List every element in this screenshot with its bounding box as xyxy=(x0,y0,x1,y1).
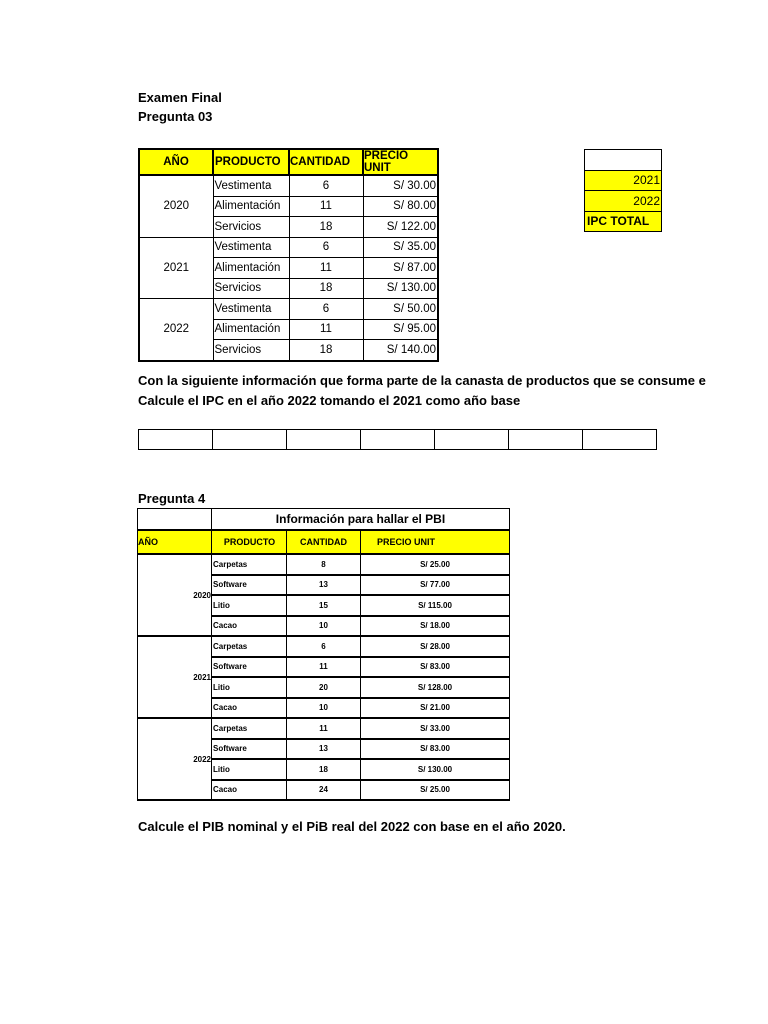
q3-qty-cell: 18 xyxy=(289,340,363,361)
q4-price-cell: S/ 33.00 xyxy=(361,718,510,739)
table-row xyxy=(139,299,438,320)
table-row xyxy=(138,718,510,739)
q3-answer-row xyxy=(138,429,657,450)
answer-cell xyxy=(139,430,213,450)
exam-title: Examen Final xyxy=(138,90,222,105)
ipc-box xyxy=(584,149,662,232)
q4-product-cell: Litio xyxy=(212,759,287,780)
q3-product-cell: Servicios xyxy=(213,340,289,361)
q4-qty-cell: 10 xyxy=(287,616,361,637)
q3-product-cell: Alimentación xyxy=(213,196,289,217)
table-row xyxy=(138,554,510,575)
answer-cell xyxy=(435,430,509,450)
q3-product-cell: Vestimenta xyxy=(213,237,289,258)
q4-product-cell: Carpetas xyxy=(212,718,287,739)
q3-price-cell: S/ 50.00 xyxy=(363,299,438,320)
q3-header-quantity: CANTIDAD xyxy=(289,149,363,175)
q4-qty-cell: 10 xyxy=(287,698,361,719)
q4-product-cell: Cacao xyxy=(212,616,287,637)
q3-product-cell: Alimentación xyxy=(213,319,289,340)
q4-year-cell: 2020 xyxy=(138,554,212,636)
table-row xyxy=(138,636,510,657)
q4-qty-cell: 20 xyxy=(287,677,361,698)
ipc-total-label: IPC TOTAL xyxy=(585,211,662,232)
q4-table-title: Información para hallar el PBI xyxy=(212,509,510,531)
q4-price-cell: S/ 28.00 xyxy=(361,636,510,657)
q3-year-cell: 2020 xyxy=(139,175,213,237)
q3-qty-cell: 18 xyxy=(289,217,363,238)
q4-price-cell: S/ 128.00 xyxy=(361,677,510,698)
table-row xyxy=(139,175,438,196)
q4-price-cell: S/ 130.00 xyxy=(361,759,510,780)
q4-table xyxy=(137,508,510,801)
q3-product-cell: Vestimenta xyxy=(213,299,289,320)
q4-qty-cell: 15 xyxy=(287,595,361,616)
ipc-year-2021: 2021 xyxy=(585,170,662,191)
q4-product-cell: Carpetas xyxy=(212,554,287,575)
q4-header-price: PRECIO UNIT xyxy=(361,530,510,554)
q4-header-year: AÑO xyxy=(138,530,212,554)
q3-product-cell: Servicios xyxy=(213,217,289,238)
q4-paragraph: Calcule el PIB nominal y el PiB real del 2022 con base en el año 2020. xyxy=(138,819,566,834)
q4-qty-cell: 6 xyxy=(287,636,361,657)
q3-header-row xyxy=(139,149,438,175)
q4-product-cell: Software xyxy=(212,657,287,678)
q4-qty-cell: 13 xyxy=(287,739,361,760)
q3-header-product: PRODUCTO xyxy=(213,149,289,175)
q4-product-cell: Cacao xyxy=(212,698,287,719)
q4-header-row xyxy=(138,530,510,554)
q3-price-cell: S/ 35.00 xyxy=(363,237,438,258)
q3-price-cell: S/ 95.00 xyxy=(363,319,438,340)
q3-qty-cell: 11 xyxy=(289,319,363,340)
q4-title-row xyxy=(138,509,510,531)
q3-table xyxy=(138,148,439,362)
q4-year-cell: 2021 xyxy=(138,636,212,718)
q3-price-cell: S/ 130.00 xyxy=(363,278,438,299)
q3-price-cell: S/ 140.00 xyxy=(363,340,438,361)
q3-year-cell: 2021 xyxy=(139,237,213,299)
q4-product-cell: Cacao xyxy=(212,780,287,801)
q4-product-cell: Software xyxy=(212,739,287,760)
q4-header-quantity: CANTIDAD xyxy=(287,530,361,554)
q4-price-cell: S/ 25.00 xyxy=(361,554,510,575)
q3-qty-cell: 6 xyxy=(289,299,363,320)
q3-product-cell: Vestimenta xyxy=(213,175,289,196)
q3-paragraph-2: Calcule el IPC en el año 2022 tomando el 2021 como año base xyxy=(138,393,521,408)
q4-qty-cell: 8 xyxy=(287,554,361,575)
q4-price-cell: S/ 83.00 xyxy=(361,739,510,760)
answer-cell xyxy=(509,430,583,450)
q3-qty-cell: 6 xyxy=(289,237,363,258)
q3-qty-cell: 11 xyxy=(289,258,363,279)
q4-price-cell: S/ 18.00 xyxy=(361,616,510,637)
ipc-blank-cell xyxy=(585,150,662,171)
q3-price-cell: S/ 30.00 xyxy=(363,175,438,196)
q4-product-cell: Litio xyxy=(212,595,287,616)
q3-product-cell: Servicios xyxy=(213,278,289,299)
ipc-year-2022: 2022 xyxy=(585,191,662,212)
q4-product-cell: Litio xyxy=(212,677,287,698)
q3-product-cell: Alimentación xyxy=(213,258,289,279)
q4-qty-cell: 11 xyxy=(287,718,361,739)
q4-price-cell: S/ 115.00 xyxy=(361,595,510,616)
q4-year-cell: 2022 xyxy=(138,718,212,800)
answer-cell xyxy=(213,430,287,450)
answer-cell xyxy=(583,430,657,450)
q4-qty-cell: 11 xyxy=(287,657,361,678)
q3-price-cell: S/ 80.00 xyxy=(363,196,438,217)
q4-qty-cell: 24 xyxy=(287,780,361,801)
q3-header-price: PRECIO UNIT xyxy=(363,149,438,175)
q4-qty-cell: 13 xyxy=(287,575,361,596)
question-3-heading: Pregunta 03 xyxy=(138,109,213,124)
q3-price-cell: S/ 122.00 xyxy=(363,217,438,238)
answer-cell xyxy=(361,430,435,450)
answer-cell xyxy=(287,430,361,450)
q4-title-blank xyxy=(138,509,212,531)
q3-paragraph-1: Con la siguiente información que forma parte de la canasta de productos que se consume e xyxy=(138,373,706,388)
q3-price-cell: S/ 87.00 xyxy=(363,258,438,279)
q4-price-cell: S/ 83.00 xyxy=(361,657,510,678)
q4-price-cell: S/ 25.00 xyxy=(361,780,510,801)
table-row xyxy=(139,237,438,258)
q4-qty-cell: 18 xyxy=(287,759,361,780)
q3-qty-cell: 18 xyxy=(289,278,363,299)
q4-price-cell: S/ 77.00 xyxy=(361,575,510,596)
q3-qty-cell: 11 xyxy=(289,196,363,217)
q4-product-cell: Software xyxy=(212,575,287,596)
q3-header-year: AÑO xyxy=(139,149,213,175)
q3-qty-cell: 6 xyxy=(289,175,363,196)
q4-product-cell: Carpetas xyxy=(212,636,287,657)
q4-header-product: PRODUCTO xyxy=(212,530,287,554)
q3-year-cell: 2022 xyxy=(139,299,213,361)
question-4-heading: Pregunta 4 xyxy=(138,491,206,506)
q4-price-cell: S/ 21.00 xyxy=(361,698,510,719)
